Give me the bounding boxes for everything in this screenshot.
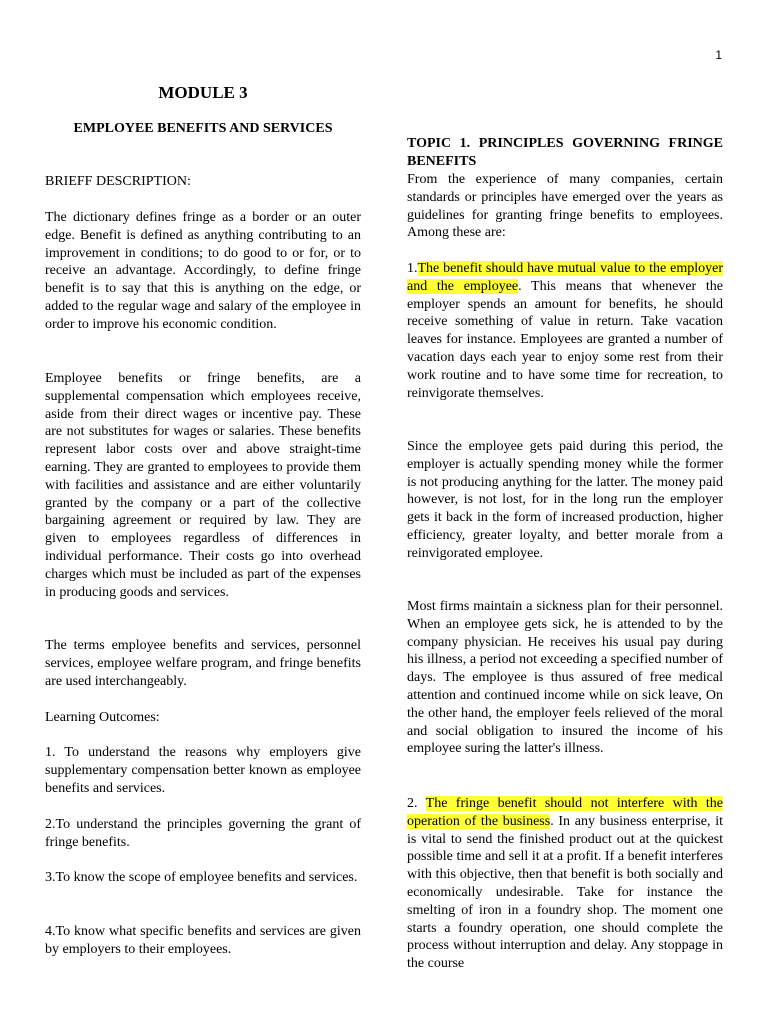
module-title: MODULE 3 bbox=[158, 83, 248, 102]
sickness-plan-paragraph: Most firms maintain a sickness plan for their personnel. When an employee gets sick, he is attended to by the company physician. He receives his usual pay during his illness, a period not exceeding a specified number of days. The employee is thus assured of free medical attention and continued income while on sick leave, On the other hand, the employer feels relieved of the moral and social obligation to insured the income of his employee suring the latter's illness. bbox=[407, 599, 723, 757]
page-number: 1 bbox=[715, 48, 722, 62]
employee-benefits-paragraph: Employee benefits or fringe benefits, are a supplemental compensation which employees receive, aside from their direct wages or incentive pay. These are not substitutes for wages or salaries. These benefits represent labor costs over and above straight-time earning. They are granted to employees to provide them with facilities and assistance and are either voluntarily granted by the company or a part of the collective bargaining agreement or required by law. They are given to employees regardless of differences in individual performance. Their costs go into overhead charges which must be included as part of the expenses in producing goods and services. bbox=[45, 371, 361, 600]
learning-outcome-3: 3.To know the scope of employee benefits and services. bbox=[45, 870, 358, 885]
learning-outcome-4: 4.To know what specific benefits and services are given by employers to their employees. bbox=[45, 924, 361, 957]
principle-2-paragraph bbox=[407, 795, 723, 973]
principles-intro-paragraph: From the experience of many companies, certain standards or principles have emerged over the years as guidelines for granting fringe benefits to employees. Among these are: bbox=[407, 172, 723, 241]
principle-1-number: 1. bbox=[407, 261, 418, 276]
principle-1-text: . This means that whenever the employer spends an amount for benefits, he should receive something of value in return. Take vacation leaves for instance. Employees are granted a number of vacation days each year to enjoy some rest from their work routine and to have some time for recreation, to reinvigorate themselves. bbox=[407, 278, 723, 401]
topic-heading: TOPIC 1. PRINCIPLES GOVERNING FRINGE BENEFITS bbox=[407, 136, 723, 169]
definition-paragraph: The dictionary defines fringe as a border or an outer edge. Benefit is defined as anything contributing to an improvement in conditions; to do good to or for, or to receive an advantage. Accordingly, to define fringe benefit is to say that this is anything on the edge, or added to the regular wage and salary of the employee in order to improve his economic condition. bbox=[45, 210, 361, 332]
learning-outcome-1: 1. To understand the reasons why employers give supplementary compensation better known as employee benefits and services. bbox=[45, 745, 361, 796]
principle-2-text: . In any business enterprise, it is vital to send the finished product out at the quickest possible time and sell it at a profit. If a benefit interferes with this objective, then that benefit is both socially and economically undesirable. Take for instance the smelting of iron in a foundry shop. The moment one starts a foundry operation, one should complete the process without interruption and delay. Any stoppage in the course bbox=[407, 813, 723, 972]
principle-2-number: 2. bbox=[407, 796, 426, 811]
principle-2-highlight: The fringe benefit should not interfere with the operation of the business bbox=[407, 796, 723, 829]
learning-outcome-2: 2.To understand the principles governing the grant of fringe benefits. bbox=[45, 817, 361, 850]
principle-1-paragraph bbox=[407, 260, 723, 402]
principle-1-continuation: Since the employee gets paid during this period, the employer is actually spending money while the former is not producing anything for the latter. The money paid however, is not lost, for in the long run the employer gets it back in the form of increased production, higher efficiency, greater loyalty, and better morale from a reinvigorated employee. bbox=[407, 439, 723, 561]
interchangeable-terms-paragraph: The terms employee benefits and services, personnel services, employee welfare program, and fringe benefits are used interchangeably. bbox=[45, 638, 361, 689]
principle-1-highlight: The benefit should have mutual value to the employer and the employee bbox=[407, 261, 723, 294]
module-subtitle: EMPLOYEE BENEFITS AND SERVICES bbox=[73, 121, 333, 136]
learning-outcomes-heading: Learning Outcomes: bbox=[45, 710, 160, 725]
brief-description-heading: BRIEFF DESCRIPTION: bbox=[45, 174, 191, 189]
